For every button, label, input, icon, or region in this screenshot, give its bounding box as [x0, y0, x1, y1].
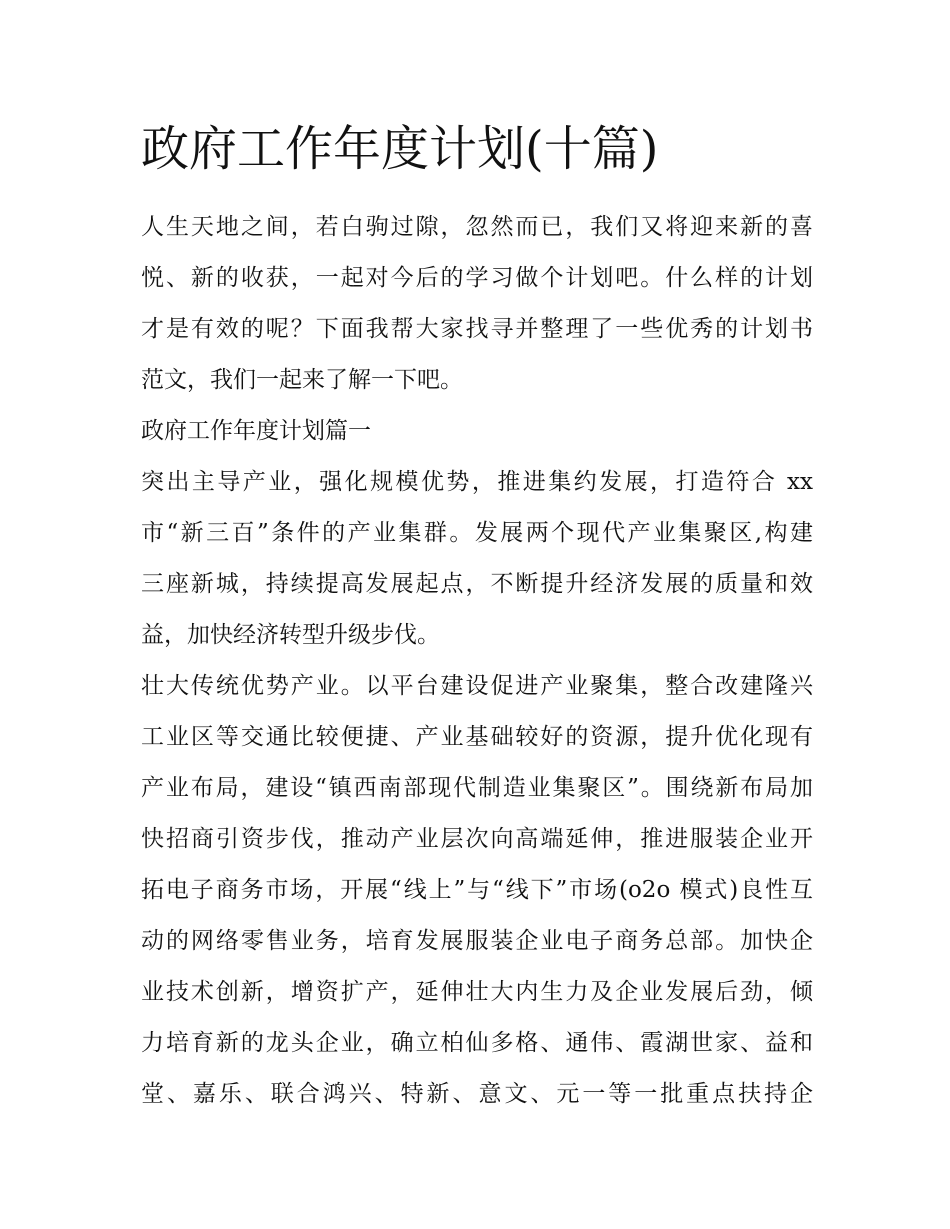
paragraph-line: 产业布局，建设“镇西南部现代制造业集聚区”。围绕新布局加 — [141, 775, 813, 801]
paragraph-line: 快招商引资步伐，推动产业层次向高端延伸，推进服装企业开 — [141, 826, 813, 852]
paragraph-line: 力培育新的龙头企业，确立柏仙多格、通伟、霞湖世家、益和 — [141, 1030, 813, 1056]
paragraph-line: 堂、嘉乐、联合鸿兴、特新、意文、元一等一批重点扶持企 — [141, 1081, 813, 1107]
paragraph-line: 三座新城，持续提高发展起点，不断提升经济发展的质量和效 — [141, 571, 813, 597]
intro-line: 范文，我们一起来了解一下吧。 — [141, 367, 463, 393]
paragraph-line: 拓电子商务市场，开展“线上”与“线下”市场(o2o 模式)良性互 — [141, 877, 813, 903]
paragraph-line: 动的网络零售业务，培育发展服装企业电子商务总部。加快企 — [141, 928, 813, 954]
intro-line: 才是有效的呢？下面我帮大家找寻并整理了一些优秀的计划书 — [141, 316, 813, 342]
paragraph-line: 壮大传统优势产业。以平台建设促进产业聚集，整合改建隆兴 — [141, 673, 813, 699]
intro-line: 人生天地之间，若白驹过隙，忽然而已，我们又将迎来新的喜 — [141, 214, 813, 240]
paragraph-line: 工业区等交通比较便捷、产业基础较好的资源，提升优化现有 — [141, 724, 813, 750]
paragraph-line: 益，加快经济转型升级步伐。 — [141, 622, 440, 648]
paragraph-line: 业技术创新，增资扩产，延伸壮大内生力及企业发展后劲，倾 — [141, 979, 813, 1005]
intro-line: 悦、新的收获，一起对今后的学习做个计划吧。什么样的计划 — [141, 265, 813, 291]
paragraph-1 — [141, 457, 813, 661]
document-page — [141, 118, 813, 1120]
document-title: 政府工作年度计划(十篇) — [141, 121, 659, 177]
section-heading: 政府工作年度计划篇一 — [141, 418, 371, 444]
paragraph-line: 市“新三百”条件的产业集群。发展两个现代产业集聚区,构建 — [141, 520, 813, 546]
intro-paragraph — [141, 202, 813, 406]
paragraph-line: 突出主导产业，强化规模优势，推进集约发展，打造符合 xx — [141, 469, 813, 495]
paragraph-2 — [141, 661, 813, 1120]
